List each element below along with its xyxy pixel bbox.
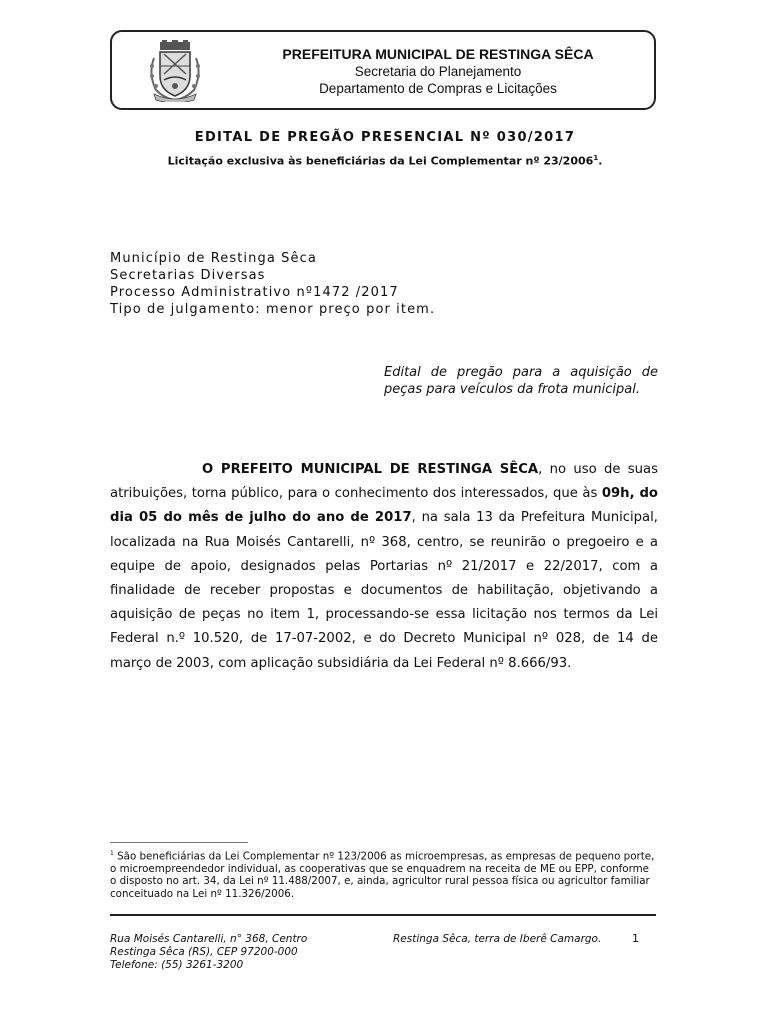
info-municipio: Município de Restinga Sêca <box>110 251 317 266</box>
footnote-text: São beneficiárias da Lei Complementar nº 123/2006 as microempresas, as empresas de pequeno porte, o microempreendedor individual, as cooperativas que se enquadrem na receita de ME ou EPP, conforme o disposto no art. 34, da Lei nº 11.488/2007, e, ainda, agricultor rural pessoa física ou agricultor familiar conceituado na Lei nº 11.326/2006. <box>110 850 655 900</box>
process-info <box>110 250 435 318</box>
footer-phone: Telefone: (55) 3261-3200 <box>110 959 244 971</box>
page-number: 1 <box>632 932 639 945</box>
footer-address-street: Rua Moisés Cantarelli, n° 368, Centro <box>110 933 308 945</box>
info-processo: Processo Administrativo nº1472 /2017 <box>110 285 399 300</box>
coat-of-arms-icon <box>146 40 204 102</box>
info-secretarias: Secretarias Diversas <box>110 268 266 283</box>
footnote <box>110 848 658 900</box>
edital-subtitle-end: . <box>598 154 603 168</box>
body-bold-prefeito: O PREFEITO MUNICIPAL DE RESTINGA SÊCA <box>202 462 539 477</box>
body-paragraph <box>110 458 658 676</box>
edital-subtitle <box>0 154 770 168</box>
header-secretaria: Secretaria do Planejamento <box>354 64 522 79</box>
edital-subtitle-text: Licitação exclusiva às beneficiárias da Lei Complementar nº 23/2006 <box>167 154 594 168</box>
info-julgamento: Tipo de julgamento: menor preço por item. <box>110 302 436 317</box>
footnote-divider <box>110 842 248 843</box>
footnote-ref: 1 <box>593 154 599 162</box>
header-title: PREFEITURA MUNICIPAL DE RESTINGA SÊCA <box>282 46 594 62</box>
footer-motto: Restinga Sêca, terra de Iberê Camargo. <box>393 933 602 945</box>
header-text <box>222 46 654 97</box>
edital-title: EDITAL DE PREGÃO PRESENCIAL Nº 030/2017 <box>194 130 576 145</box>
footer-divider <box>110 914 656 916</box>
body-bold-date: 09h, do dia 05 do mês de julho do ano de 2017 <box>110 486 658 526</box>
body-text-2: , na sala 13 da Prefeitura Municipal, localizada na Rua Moisés Cantarelli, nº 368, centro, se reunirão o pregoeiro e a equipe de apoio, designados pelas Portarias nº 21/2017 e 22/2017, com a finalidade de receber propostas e documentos de habilitação, objetivando a aquisição de peças no item 1, processando-se essa licitação nos termos da Lei Federal n.º 10.520, de 17-07-2002, e do Decreto Municipal nº 028, de 14 de março de 2003, com aplicação subsidiária da Lei Federal nº 8.666/93. <box>110 510 658 671</box>
footer-address <box>110 933 307 972</box>
header-departamento: Departamento de Compras e Licitações <box>319 81 557 96</box>
footer-address-city: Restinga Sêca (RS), CEP 97200-000 <box>110 946 298 958</box>
body-text-1: , no uso de suas atribuições, torna público, para o conhecimento dos interessados, que às <box>110 462 658 502</box>
header-box <box>110 30 656 110</box>
ementa: Edital de pregão para a aquisição de peças para veículos da frota municipal. <box>384 365 658 397</box>
footnote-number: 1 <box>110 850 114 857</box>
